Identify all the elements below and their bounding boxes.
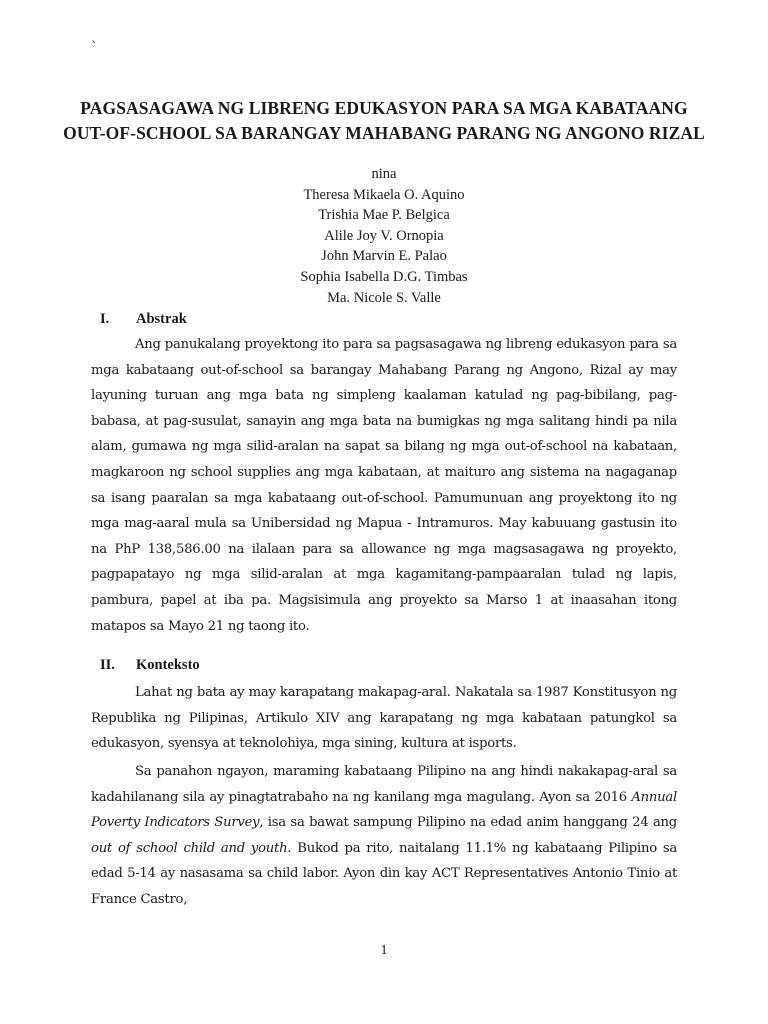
section-number: I. — [100, 311, 110, 327]
author-name: Sophia Isabella D.G. Timbas — [300, 268, 468, 285]
page-number: 1 — [380, 943, 388, 958]
author-name: Ma. Nicole S. Valle — [327, 289, 441, 306]
abstract-paragraph: Ang panukalang proyektong ito para sa pagsasagawa ng libreng edukasyon para sa mga kabataang out-of-school sa barangay Mahabang Parang ng Angono, Rizal ay may layuning turuan ang mga bata ng simpleng kaalaman katulad ng pag-bibilang, pag-babasa, at pag-susulat, sanayin ang mga bata na bumigkas ng mga salitang hindi pa nila alam, gumawa ng mga silid-aralan na sapat sa bilang ng mga out-of-school na kabataan, magkaroon ng school supplies ang mga kabataan, at maituro ang sistema na nagaganap sa isang paaralan sa mga kabataang out-of-school. Pamumunuan ang proyektong ito ng mga mag-aaral mula sa Unibersidad ng Mapua - Intramuros. May kabuuang gastusin ito na PhP 138,586.00 na ilalaan para sa allowance ng mga magsasagawa ng proyekto, pagpapatayo ng mga silid-aralan at mga kagamitang-pampaaralan tulad ng lapis, pambura, papel at iba pa. Magsisimula ang proyekto sa Marso 1 at inaasahan itong matapos sa Mayo 21 ng taong ito. — [91, 337, 677, 634]
section-heading-abstract — [100, 309, 187, 329]
section-title: Konteksto — [136, 657, 200, 673]
context-paragraph-1: Lahat ng bata ay may karapatang makapag-aral. Nakatala sa 1987 Konstitusyon ng Republika ng Pilipinas, Artikulo XIV ang karapatang ng mga kabataan patungkol sa edukasyon, syensya at teknolohiya, mga sining, kultura at isports. — [91, 685, 677, 752]
paragraph-text: Bukod pa rito, naitalang 11.1% ng kabataang Pilipino sa edad 5-14 ay nasasama sa child labor. Ayon din kay ACT Representatives Antonio Tinio at France Castro, — [91, 840, 677, 907]
context-paragraph-2 — [91, 759, 677, 913]
author-intro: nina — [371, 166, 397, 182]
author-name: Trishia Mae P. Belgica — [318, 207, 450, 224]
author-block — [0, 164, 768, 308]
author-name: John Marvin E. Palao — [321, 248, 447, 265]
paragraph-text: Sa panahon ngayon, maraming kabataang Pilipino na ang hindi nakakapag-aral sa kadahilanang sila ay pinagtatrabaho na ng kanilang mga magulang. Ayon sa 2016 — [91, 764, 677, 805]
author-name: Theresa Mikaela O. Aquino — [303, 186, 465, 203]
section-number: II. — [100, 657, 115, 673]
document-title: PAGSASAGAWA NG LIBRENG EDUKASYON PARA SA MGA KABATAANG OUT-OF-SCHOOL SA BARANGAY MAHABANG PARANG NG ANGONO RIZAL — [63, 98, 705, 143]
survey-name: Annual Poverty Indicators Survey — [91, 789, 677, 831]
section-title: Abstrak — [136, 311, 187, 327]
emphasized-term: out of school child and youth. — [91, 840, 292, 856]
paragraph-text: , isa sa bawat sampung Pilipino na edad anim hanggang 24 ang — [259, 815, 677, 831]
stray-mark: ` — [91, 40, 98, 55]
author-name: Alile Joy V. Ornopia — [324, 227, 444, 244]
section-heading-context — [100, 655, 200, 675]
